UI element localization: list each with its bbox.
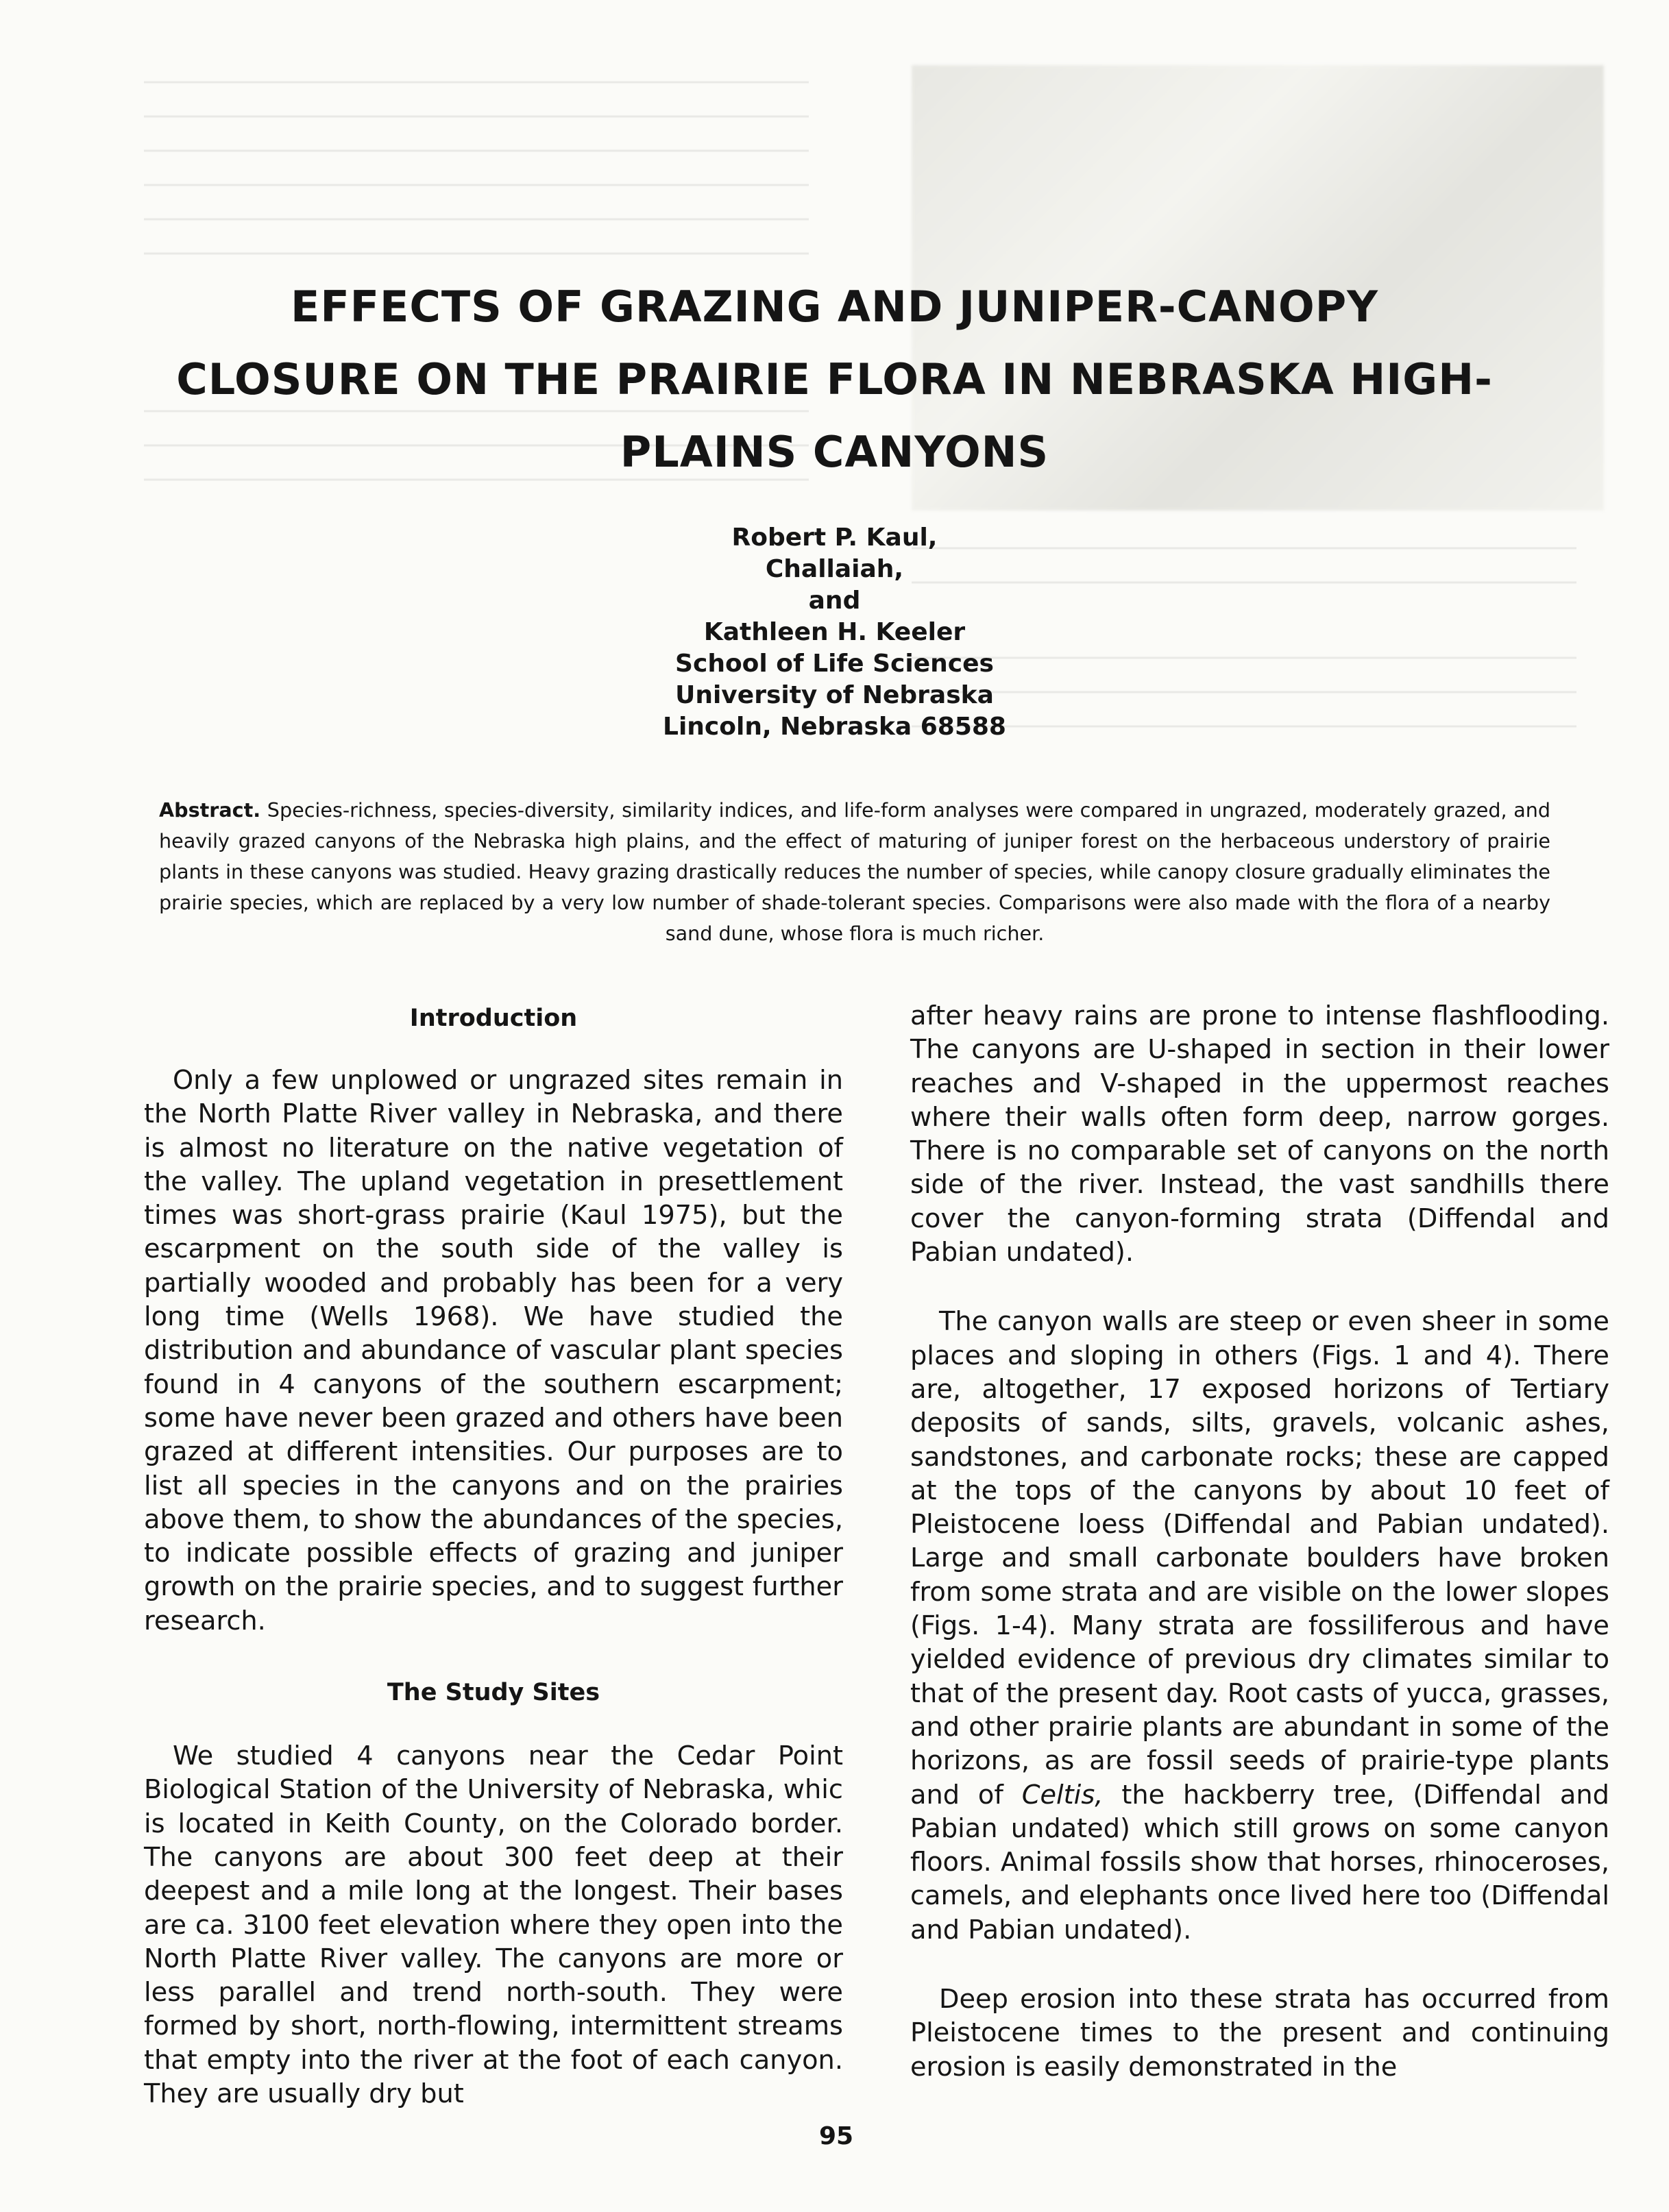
introduction-paragraph: Only a few unplowed or ungrazed sites remain in the North Platte River valley in Nebraska, and there is almost no literature on the native vegetation of the valley. The upland vegetation in presettlement times was short-grass prairie (Kaul 1975), but the escarpment on the south side of the valley is partially wooded and probably has been for a very long time (Wells 1968). We have studied the distribution and abundance of vascular plant species found in 4 canyons of the southern escarpment; some have never been grazed and others have been grazed at different intensities. Our purposes are to list all species in the canyons and on the prairies above them, to show the abundances of the species, to indicate possible effects of grazing and juniper growth on the prairie species, and to suggest further research. <box>144 1065 843 1636</box>
author-block <box>583 522 1086 743</box>
genus-name: Celtis, <box>1021 1779 1104 1810</box>
author-conjunction: and <box>808 587 861 615</box>
paper-title: EFFECTS OF GRAZING AND JUNIPER-CANOPY CLOSURE ON THE PRAIRIE FLORA IN NEBRASKA HIGH-PLAINS CANYONS <box>176 282 1493 477</box>
affiliation-line: University of Nebraska <box>675 681 994 709</box>
study-sites-paragraph-2-end: the hackberry tree, (Diffendal and Pabian undated) which still grows on some canyon floors. Animal fossils show that horses, rhinoceroses, camels, and elephants once lived here too (Diffendal and Pabian undated). <box>910 1779 1609 1945</box>
study-sites-paragraph-continued: after heavy rains are prone to intense flashflooding. The canyons are U-shaped in section in their lower reaches and V-shaped in the uppermost reaches where their walls often form deep, narrow gorges. There is no comparable set of canyons on the north side of the river. Instead, the vast sandhills there cover the canyon-forming strata (Diffendal and Pabian undated). <box>910 1000 1609 1268</box>
study-sites-paragraph: We studied 4 canyons near the Cedar Point Biological Station of the University of Nebraska, whic is located in Keith County, on the Colorado border. The canyons are about 300 feet deep at their deepest and a mile long at the longest. Their bases are ca. 3100 feet elevation where they open into the North Platte River valley. The canyons are more or less parallel and trend north-south. They were formed by short, north-flowing, intermittent streams that empty into the river at the foot of each canyon. They are usually dry but <box>144 1741 843 2110</box>
study-sites-paragraph-2-text: The canyon walls are steep or even sheer in some places and sloping in others (Figs. 1 and 4). There are, altogether, 17 exposed horizons of Tertiary deposits of sands, silts, gravels, volcanic ashes, sandstones, and carbonate rocks; these are capped at the tops of the canyons by about 10 feet of Pleistocene loess (Diffendal and Pabian undated). Large and small carbonate boulders have broken from some strata and are visible on the lower slopes (Figs. 1-4). Many strata are fossiliferous and have yielded evidence of previous dry climates similar to that of the present day. Root casts of yucca, grasses, and other prairie plants are abundant in some of the horizons, as are fossil seeds of prairie-type plants and of <box>910 1306 1609 1810</box>
author-name: Challaiah, <box>765 555 904 583</box>
section-heading-introduction: Introduction <box>409 1005 578 1032</box>
affiliation-line: School of Life Sciences <box>675 650 994 678</box>
study-sites-paragraph-2 <box>910 1305 1609 1947</box>
abstract-label: Abstract. <box>159 798 261 822</box>
affiliation-line: Lincoln, Nebraska 68588 <box>663 713 1006 741</box>
column-right <box>910 999 1609 2084</box>
author-name: Kathleen H. Keeler <box>703 618 966 646</box>
section-heading-study-sites: The Study Sites <box>387 1679 600 1707</box>
study-sites-paragraph-3: Deep erosion into these strata has occurred from Pleistocene times to the present and continuing erosion is easily demonstrated in the <box>910 1984 1609 2082</box>
abstract-text: Species-richness, species-diversity, similarity indices, and life-form analyses were compared in ungrazed, moderately grazed, and heavily grazed canyons of the Nebraska high plains, and the effect of maturing of juniper forest on the herbaceous understory of prairie plants in these canyons was studied. Heavy grazing drastically reduces the number of species, while canopy closure gradually eliminates the prairie species, which are replaced by a very low number of shade-tolerant species. Comparisons were also made with the flora of a nearby sand dune, whose flora is much richer. <box>159 798 1550 945</box>
page-number: 95 <box>818 2122 854 2150</box>
column-left <box>144 999 843 2111</box>
author-name: Robert P. Kaul, <box>731 524 938 552</box>
abstract <box>159 795 1550 949</box>
